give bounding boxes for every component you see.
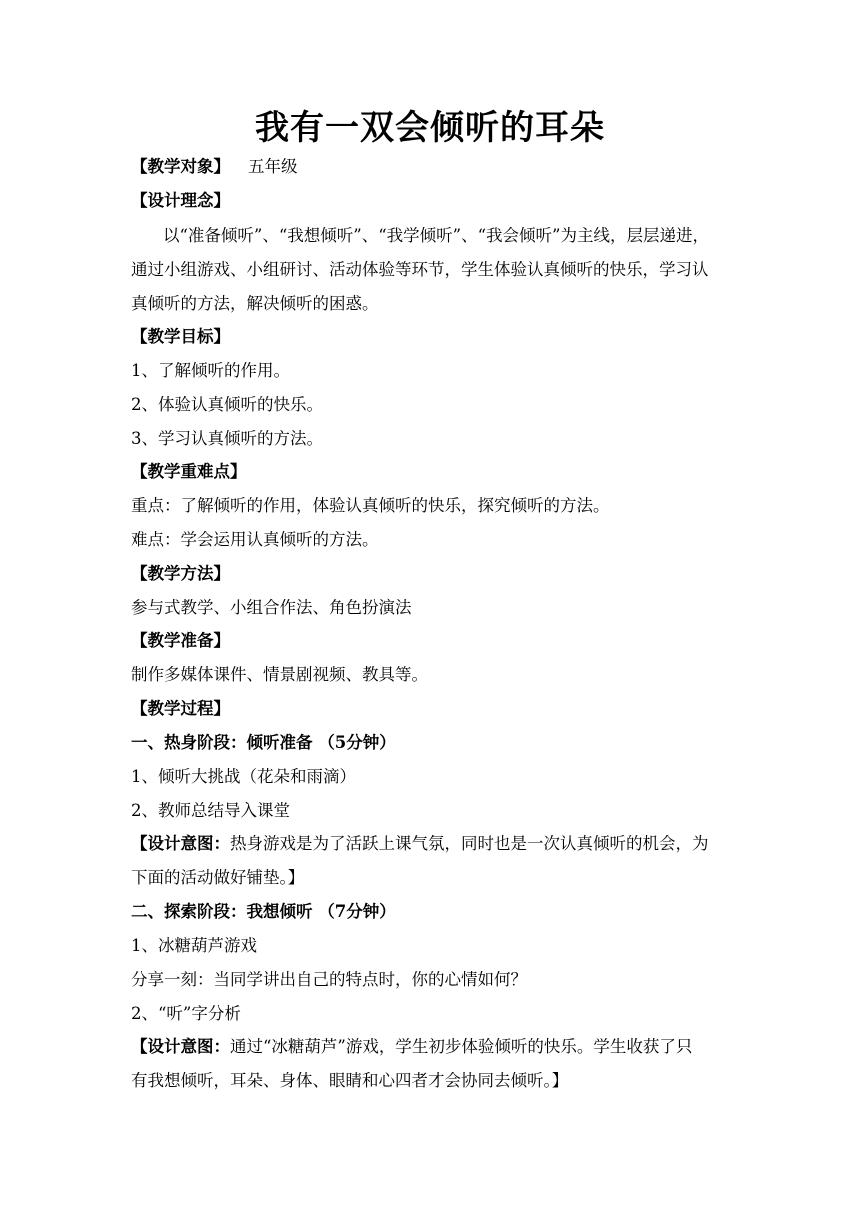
teaching-goals-label: 【教学目标】	[131, 327, 230, 346]
teaching-process-label: 【教学过程】	[131, 699, 230, 718]
design-concept-line-1: 以“准备倾听”、“我想倾听”、“我学倾听”、“我会倾听”为主线，层层递进，	[163, 226, 709, 245]
stage1-intent-label: 【设计意图：	[131, 834, 230, 853]
stage1-intent-text: 热身游戏是为了活跃上课气氛，同时也是一次认真倾听的机会，为	[230, 834, 709, 853]
teaching-object-label: 【教学对象】	[131, 157, 230, 176]
document-title: 我有一双会倾听的耳朵	[255, 108, 605, 148]
design-concept-line-3: 真倾听的方法，解决倾听的困惑。	[131, 294, 379, 313]
stage1-intent-line-2: 下面的活动做好铺垫。】	[131, 868, 305, 887]
stage2-share: 分享一刻：当同学讲出自己的特点时，你的心情如何？	[131, 970, 527, 989]
key-point-text: 重点：了解倾听的作用，体验认真倾听的快乐，探究倾听的方法。	[131, 496, 610, 515]
stage1-intent-line-1	[131, 834, 735, 854]
teaching-methods-text: 参与式教学、小组合作法、角色扮演法	[131, 598, 412, 617]
design-concept-line-2: 通过小组游戏、小组研讨、活动体验等环节，学生体验认真倾听的快乐，学习认	[131, 260, 709, 279]
teaching-preparation-label: 【教学准备】	[131, 631, 230, 650]
stage2-heading: 二、探索阶段：我想倾听 （7分钟）	[131, 902, 396, 921]
teaching-methods-label: 【教学方法】	[131, 564, 230, 583]
stage2-item-1: 1、冰糖葫芦游戏	[131, 936, 257, 955]
stage2-intent-text: 通过“冰糖葫芦”游戏，学生初步体验倾听的快乐。学生收获了只	[230, 1037, 693, 1056]
teaching-object-value: 五年级	[248, 157, 298, 176]
teaching-goal-1: 1、了解倾听的作用。	[131, 361, 290, 380]
teaching-goal-3: 3、学习认真倾听的方法。	[131, 429, 323, 448]
teaching-object-row	[131, 157, 735, 177]
stage1-item-1: 1、倾听大挑战（花朵和雨滴）	[131, 767, 356, 786]
design-concept-label: 【设计理念】	[131, 191, 230, 210]
stage2-intent-label: 【设计意图：	[131, 1037, 230, 1056]
teaching-preparation-text: 制作多媒体课件、情景剧视频、教具等。	[131, 665, 428, 684]
stage1-item-2: 2、教师总结导入课堂	[131, 801, 290, 820]
difficult-point-text: 难点：学会运用认真倾听的方法。	[131, 530, 379, 549]
stage1-heading: 一、热身阶段：倾听准备 （5分钟）	[131, 733, 396, 752]
key-points-label: 【教学重难点】	[131, 462, 247, 481]
teaching-goal-2: 2、体验认真倾听的快乐。	[131, 395, 323, 414]
stage2-intent-line-2: 有我想倾听，耳朵、身体、眼睛和心四者才会协同去倾听。】	[131, 1071, 569, 1090]
stage2-item-2: 2、“听”字分析	[131, 1004, 241, 1023]
stage2-intent-line-1	[131, 1037, 735, 1057]
